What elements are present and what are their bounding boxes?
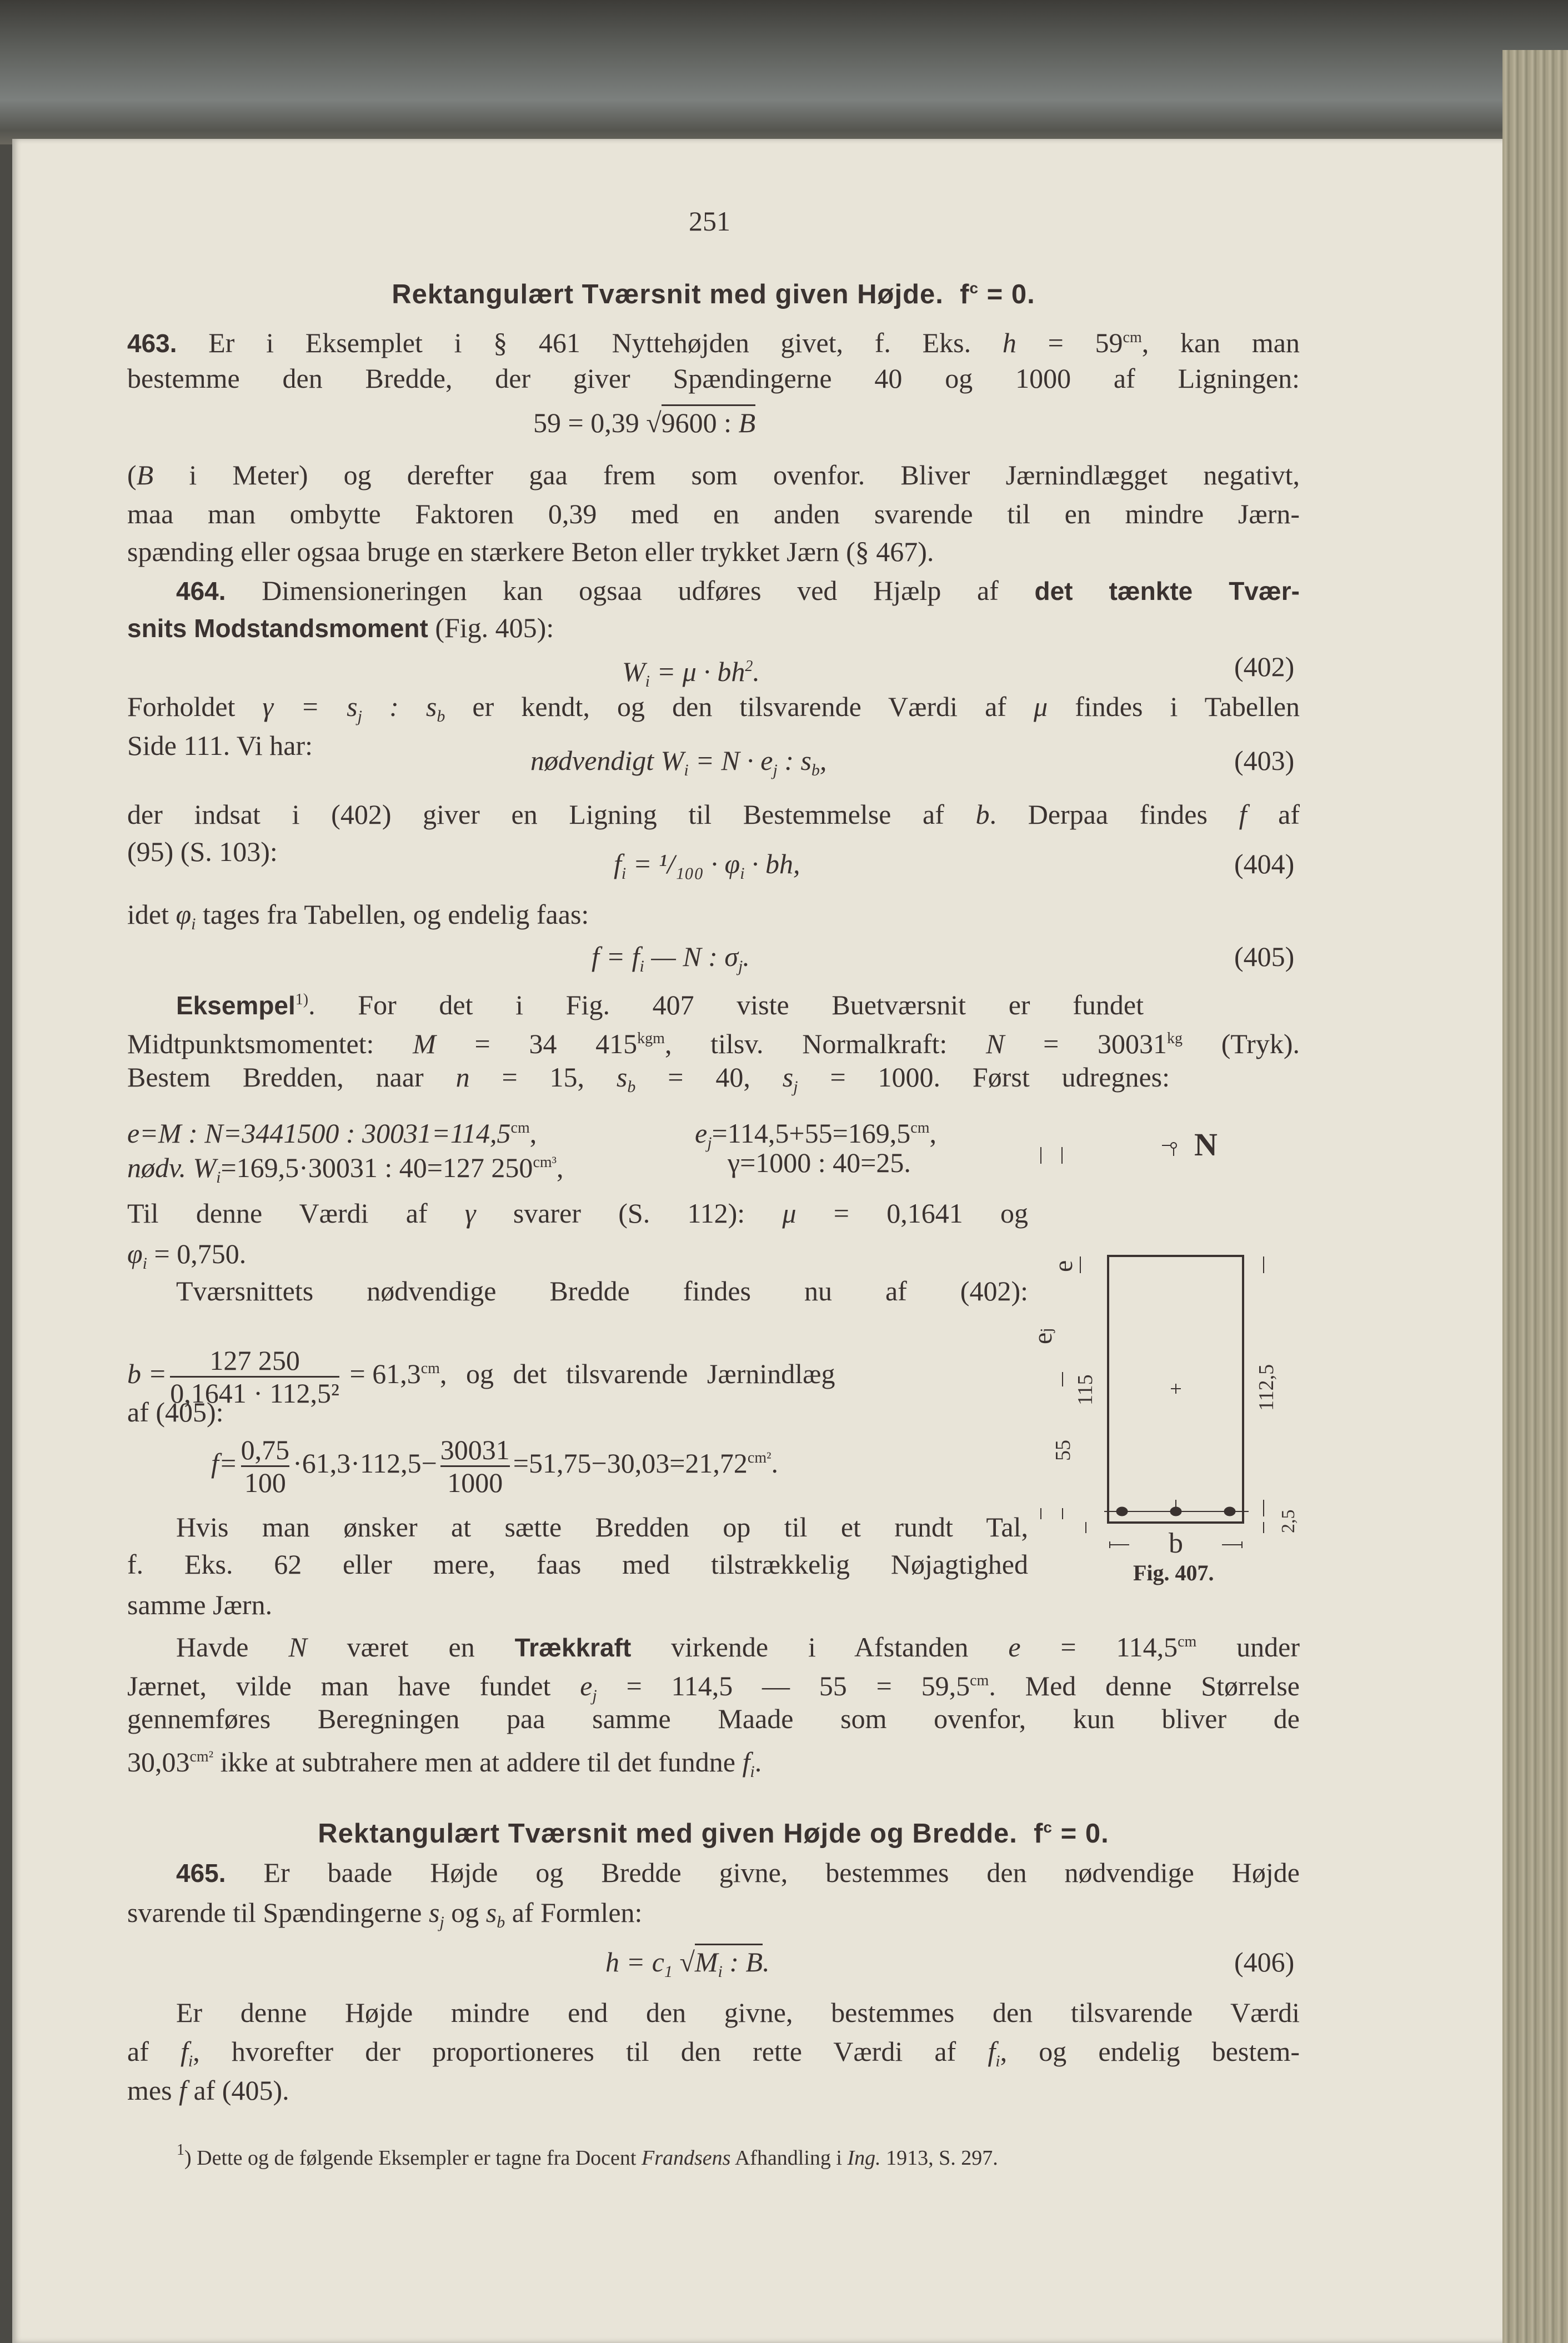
text-run: i	[995, 2052, 1000, 2070]
text-run: e	[1008, 1631, 1021, 1663]
f-f: f = f	[592, 941, 640, 972]
text-run: findes i Tabellen	[1048, 691, 1300, 722]
formula-404	[614, 844, 800, 883]
text-run: j	[357, 707, 362, 725]
text-run: )	[303, 991, 309, 1008]
label-N: N	[1194, 1127, 1218, 1163]
text-run: e	[580, 1670, 593, 1701]
text-run: f	[181, 2036, 188, 2067]
text-line	[127, 1019, 1300, 1058]
f-sub: j	[738, 957, 743, 975]
f-nod: nødvendigt	[530, 745, 654, 776]
text-line	[127, 795, 1300, 834]
text-run: . For det i Fig. 407 viste Buetværsnit er fundet	[308, 989, 1144, 1020]
calc-line-1	[127, 1109, 537, 1148]
text-run: i Meter) og derefter gaa frem som ovenfor. Bliver Jærnindlægget negativt,	[153, 459, 1300, 490]
text-run: Til denne Værdi af	[127, 1198, 465, 1229]
f-h: h = c	[605, 1946, 664, 1977]
text-run: j	[592, 1686, 597, 1705]
unit: cm	[910, 1119, 930, 1137]
text-run: samme Jærn.	[127, 1589, 273, 1620]
calc-a: e=M : N=3441500 : 30031=114,5	[127, 1118, 511, 1149]
formula-59	[533, 403, 755, 442]
text-run: f	[1239, 799, 1247, 830]
text-run: af Formlen:	[505, 1897, 643, 1928]
label-112-5: 112,5	[1255, 1364, 1278, 1411]
f-end: · bh,	[744, 848, 800, 879]
fn-text: Frandsens	[641, 2146, 731, 2170]
text-line	[127, 1508, 1028, 1546]
text-run: , tilsv. Normalkraft:	[664, 1028, 986, 1059]
text-line	[127, 494, 1300, 533]
text-run: f	[988, 2036, 996, 2067]
f-W: W	[654, 745, 684, 776]
ej-sub: j	[1037, 1328, 1055, 1333]
text-line	[127, 1699, 1300, 1738]
calc-line-2	[127, 1143, 564, 1186]
text-run: virkende i Afstanden	[631, 1631, 1009, 1663]
book-spine-edge	[1502, 50, 1568, 2343]
text-run: b	[437, 707, 445, 725]
comma: ,	[929, 1118, 937, 1149]
heading-c: c	[969, 279, 979, 297]
text-run: af (405):	[127, 1396, 224, 1428]
text-run: bestemme den Bredde, der giver Spændingerne 40 og 1000 af Ligningen:	[127, 363, 1300, 394]
text-run: Side 111. Vi har:	[127, 730, 313, 761]
text-run: i	[188, 2052, 193, 2070]
f-sub: i	[621, 864, 627, 883]
equation-number: (402)	[1234, 651, 1295, 682]
text-line	[127, 1993, 1300, 2032]
text-run: der indsat i (402) giver en Ligning til Bestemmelse af	[127, 799, 976, 830]
calc-e: e	[695, 1118, 708, 1149]
comma: ,	[529, 1118, 537, 1149]
text-run: Jærnet, vilde man have fundet	[127, 1670, 580, 1701]
text-run: = 0,1641 og	[796, 1198, 1028, 1229]
fn-mark: 1	[177, 2141, 184, 2159]
text-run: under	[1196, 1631, 1300, 1663]
text-run: 463.	[127, 329, 177, 358]
text-run: kg	[1167, 1030, 1183, 1047]
text-run: (95) (S. 103):	[127, 836, 278, 867]
text-line	[127, 2032, 1300, 2071]
text-run: (Tryk).	[1183, 1028, 1300, 1059]
text-run: Er i Eksemplet i § 461 Nyttehøjden givet, f. Eks.	[177, 327, 1003, 358]
f-f: f=	[211, 1448, 238, 1479]
text-run: M	[413, 1028, 436, 1059]
text-run: , og endelig bestem-	[1000, 2036, 1300, 2067]
rebar-dot	[1116, 1507, 1128, 1516]
text-run: kgm	[637, 1030, 665, 1047]
text-run: μ	[1034, 691, 1048, 722]
f-res: = 61,3	[343, 1358, 421, 1389]
denominator: 1000	[440, 1465, 510, 1498]
f-sub: b	[811, 761, 820, 779]
dimension-ticks	[1041, 1147, 1264, 1548]
f-W: W	[622, 656, 645, 687]
numerator: 0,75	[241, 1434, 290, 1466]
calc-b: =114,5+55=169,5	[712, 1118, 911, 1149]
text-run: Dimensioneringen kan ogsaa udføres ved Hjælp af	[226, 575, 1035, 606]
text-run: maa man ombytte Faktoren 0,39 med en anden svarende til en mindre Jærn-	[127, 498, 1300, 529]
text-run: Eksempel	[176, 991, 295, 1020]
heading-text: Rektangulært Tværsnit med given Højde og Bredde.	[318, 1819, 1018, 1849]
f-end: ,	[819, 745, 827, 776]
heading-f: f	[1034, 1819, 1044, 1849]
denominator: 0,1641 · 112,5²	[170, 1376, 339, 1409]
label-2-5: 2,5	[1278, 1509, 1299, 1533]
text-run: f	[742, 1746, 750, 1778]
text-line	[127, 318, 1300, 357]
sub: i	[216, 1168, 221, 1186]
f-sub: i	[684, 761, 689, 779]
f-end: .	[763, 1946, 770, 1977]
fn-text: Ing.	[847, 2146, 881, 2170]
text-line	[127, 1271, 1028, 1310]
text-line	[127, 1893, 1300, 1932]
radicand	[662, 404, 755, 438]
denominator: 100	[241, 1465, 290, 1498]
text-run: , kan man	[1141, 327, 1300, 358]
text-run: det tænkte Tvær-	[1034, 577, 1300, 605]
text-run: i	[142, 1254, 148, 1273]
f-sup: 2	[745, 658, 753, 675]
text-run: μ	[782, 1198, 796, 1229]
text-line	[127, 687, 1300, 726]
text-run: γ	[464, 1198, 476, 1229]
center-cross	[1171, 1384, 1181, 1394]
text-run: i	[750, 1763, 755, 1781]
text-run: Forholdet	[127, 691, 263, 722]
text-run: N	[288, 1631, 307, 1663]
text-run: . Med denne Størrelse	[989, 1670, 1300, 1701]
numerator: 127 250	[209, 1345, 300, 1376]
text-line	[127, 1545, 1028, 1584]
text-line	[127, 608, 1300, 647]
f-B: B	[738, 407, 756, 438]
text-line	[127, 455, 1300, 494]
text-run: er kendt, og den tilsvarende Værdi af	[445, 691, 1034, 722]
text-run: mes	[127, 2075, 179, 2106]
unit: cm	[420, 1360, 440, 1377]
fraction	[440, 1434, 510, 1498]
text-run: snits Modstandsmoment	[127, 614, 428, 643]
heading-eq: = 0.	[1053, 1819, 1109, 1849]
f-sub: 1	[664, 1962, 673, 1981]
sub: j	[707, 1134, 712, 1152]
f-sub: i	[639, 957, 644, 975]
text-run: : s	[362, 691, 437, 722]
text-run: .	[754, 1746, 762, 1778]
text-run: s	[428, 1897, 440, 1928]
calc-line-2b: γ=1000 : 40=25.	[728, 1147, 911, 1178]
force-point-icon	[1171, 1143, 1176, 1148]
fn-text: Afhandling i	[730, 2146, 848, 2170]
text-run: . Derpaa findes	[989, 799, 1239, 830]
text-line	[127, 1058, 1170, 1097]
text-run: f	[179, 2075, 187, 2106]
text-run: = 34 415	[435, 1028, 638, 1059]
text-line	[127, 726, 460, 765]
section-heading-2	[127, 1808, 1300, 1847]
text-run: cm	[1123, 329, 1142, 346]
f-sub: i	[740, 864, 745, 883]
page-number: 251	[689, 206, 730, 237]
section-heading-1	[127, 269, 1300, 308]
text-run: Trækkraft	[514, 1633, 632, 1662]
radicand	[694, 1944, 763, 1981]
label-e: e	[1049, 1260, 1078, 1272]
text-run: b	[975, 799, 990, 830]
text-run: = 0,750.	[147, 1238, 247, 1269]
text-run: Havde	[176, 1631, 289, 1663]
ej-text: e	[1028, 1332, 1058, 1344]
text-run: f. Eks. 62 eller mere, faas med tilstrækkelig Nøjagtighed	[127, 1549, 1028, 1580]
text-run: 465.	[176, 1859, 226, 1888]
text-run: Er denne Højde mindre end den givne, bestemmes den tilsvarende Værdi	[176, 1997, 1300, 2028]
root-sign: √	[646, 407, 662, 438]
text-run: været en	[307, 1631, 515, 1663]
text-run: = 15,	[469, 1062, 617, 1093]
heading-c: c	[1043, 1819, 1053, 1836]
text-run: og	[444, 1897, 486, 1928]
f-rad: 9600 :	[661, 407, 739, 438]
text-run: 30,03	[127, 1746, 190, 1778]
text-run: (	[127, 459, 137, 490]
text-run: = 1000. Først udregnes:	[798, 1062, 1170, 1093]
text-run: , hvorefter der proportioneres til den rette Værdi af	[193, 2036, 988, 2067]
text-run: ikke at subtrahere men at addere til det fundne	[213, 1746, 743, 1778]
figure-407	[1022, 1111, 1333, 1600]
text-run: φ	[176, 899, 192, 930]
f-tail: , og det tilsvarende Jærnindlæg	[439, 1358, 835, 1389]
footnote	[177, 2131, 998, 2177]
unit: cm	[510, 1119, 530, 1137]
text-run: cm	[970, 1672, 989, 1689]
text-run: Tværsnittets nødvendige Bredde findes nu af (402):	[176, 1275, 1028, 1306]
rebar-dot	[1224, 1507, 1235, 1516]
text-run: b	[497, 1913, 505, 1931]
formula-406	[605, 1943, 770, 1981]
text-run: j	[793, 1078, 798, 1096]
calc-b: =169,5·30031 : 40=127 250	[221, 1152, 533, 1183]
unit: cm³	[533, 1154, 557, 1171]
formula-403	[530, 741, 826, 780]
text-run: γ = s	[262, 691, 358, 722]
f-sb: : s	[777, 745, 811, 776]
fn-text: ) Dette og de følgende Eksempler er tagne fra Docent	[184, 2146, 642, 2170]
label-b: b	[1169, 1528, 1183, 1559]
text-run: Er baade Højde og Bredde givne, bestemmes den nødvendige Højde	[226, 1857, 1300, 1888]
text-run: tages fra Tabellen, og endelig faas:	[196, 899, 589, 930]
text-run: Bestem Bredden, naar	[127, 1062, 456, 1093]
fn-text: 1913, S. 297.	[880, 2146, 998, 2170]
text-run: = 114,5 — 55 = 59,5	[597, 1670, 970, 1701]
text-run: s	[485, 1897, 497, 1928]
f-M: M	[694, 1946, 718, 1977]
text-run: j	[439, 1913, 444, 1931]
text-run: n	[455, 1062, 470, 1093]
text-run: b	[627, 1078, 636, 1096]
calc-a: nødv. W	[127, 1152, 217, 1183]
label-55: 55	[1051, 1440, 1075, 1461]
unit: cm²	[747, 1449, 772, 1466]
text-line	[127, 571, 1300, 610]
text-run: Hvis man ønsker at sætte Bredden op til et rundt Tal,	[176, 1511, 1028, 1543]
text-line	[127, 1194, 1028, 1233]
text-run: svarer (S. 112):	[475, 1198, 783, 1229]
equation-number: (403)	[1234, 745, 1295, 776]
text-run: svarende til Spændingerne	[127, 1897, 429, 1928]
text-run: cm	[1178, 1633, 1197, 1650]
f-f: f	[614, 848, 622, 879]
text-run: af	[127, 2036, 181, 2067]
f-mid: = N · e	[688, 745, 773, 776]
text-line	[127, 532, 1300, 571]
text-run: N	[986, 1028, 1005, 1059]
text-run: gennemføres Beregningen paa samme Maade som ovenfor, kun bliver de	[127, 1703, 1300, 1734]
f-B: : B	[722, 1946, 763, 1977]
equation-number: (404)	[1234, 848, 1295, 879]
text-run: = 59	[1016, 327, 1123, 358]
equation-number: (405)	[1234, 941, 1295, 972]
formula-f	[211, 1422, 779, 1499]
label-115: 115	[1074, 1374, 1097, 1405]
f-end: .	[743, 941, 750, 972]
f-end: .	[771, 1448, 779, 1479]
text-run: idet	[127, 899, 176, 930]
text-line	[127, 895, 1300, 934]
text-line	[127, 2071, 1300, 2110]
text-run: = 114,5	[1020, 1631, 1178, 1663]
text-run: = 40,	[635, 1062, 783, 1093]
text-line	[127, 980, 1144, 1019]
text-line	[127, 1623, 1300, 1661]
text-run: h	[1002, 327, 1016, 358]
f-dot: .	[753, 656, 760, 687]
text-line	[127, 359, 1300, 398]
f-sub: j	[773, 761, 778, 779]
text-run: B	[136, 459, 154, 490]
numerator: 30031	[440, 1434, 510, 1466]
text-run: af	[1246, 799, 1300, 830]
scan-top-edge	[0, 0, 1568, 144]
comma: ,	[557, 1152, 564, 1183]
f-mid: — N : σ	[644, 941, 738, 972]
f-rest: = μ · bh	[650, 656, 745, 687]
text-run: φ	[127, 1238, 143, 1269]
text-run: = 30031	[1004, 1028, 1168, 1059]
f-res: =51,75−30,03=21,72	[513, 1448, 748, 1479]
f-sub: i	[645, 672, 650, 690]
text-run: s	[782, 1062, 794, 1093]
root-sign: √	[672, 1946, 695, 1977]
f-b: b =	[127, 1358, 167, 1389]
figure-caption: Fig. 407.	[1133, 1560, 1214, 1585]
text-line	[127, 1738, 1300, 1781]
text-run: cm²	[189, 1748, 214, 1765]
heading-eq: = 0.	[979, 279, 1035, 309]
text-run: (Fig. 405):	[428, 612, 554, 643]
text-run: 1	[295, 991, 303, 1008]
text-line	[127, 1661, 1300, 1705]
fraction	[241, 1434, 290, 1498]
formula-405	[592, 937, 750, 976]
text-run: af (405).	[186, 2075, 289, 2106]
f-mid: ·61,3·112,5−	[293, 1448, 437, 1479]
text-run: s	[616, 1062, 628, 1093]
text-run: 464.	[176, 577, 226, 605]
f-sub: i	[718, 1962, 723, 1981]
f-left: 59 = 0,39	[533, 407, 647, 438]
calc-line-1b	[695, 1109, 937, 1152]
heading-f: f	[960, 279, 970, 309]
text-line	[127, 1853, 1300, 1892]
formula-402	[622, 647, 760, 690]
equation-number: (406)	[1234, 1946, 1295, 1977]
text-run: i	[191, 915, 196, 933]
heading-text: Rektangulært Tværsnit med given Højde.	[392, 279, 944, 309]
label-ej	[1028, 1328, 1058, 1344]
text-run: Midtpunktsmomentet:	[127, 1028, 413, 1059]
text-line	[127, 832, 405, 871]
f-mid: = ¹/₁₀₀ · φ	[626, 848, 740, 879]
text-run: spænding eller ogsaa bruge en stærkere Beton eller trykket Jærn (§ 467).	[127, 536, 934, 567]
